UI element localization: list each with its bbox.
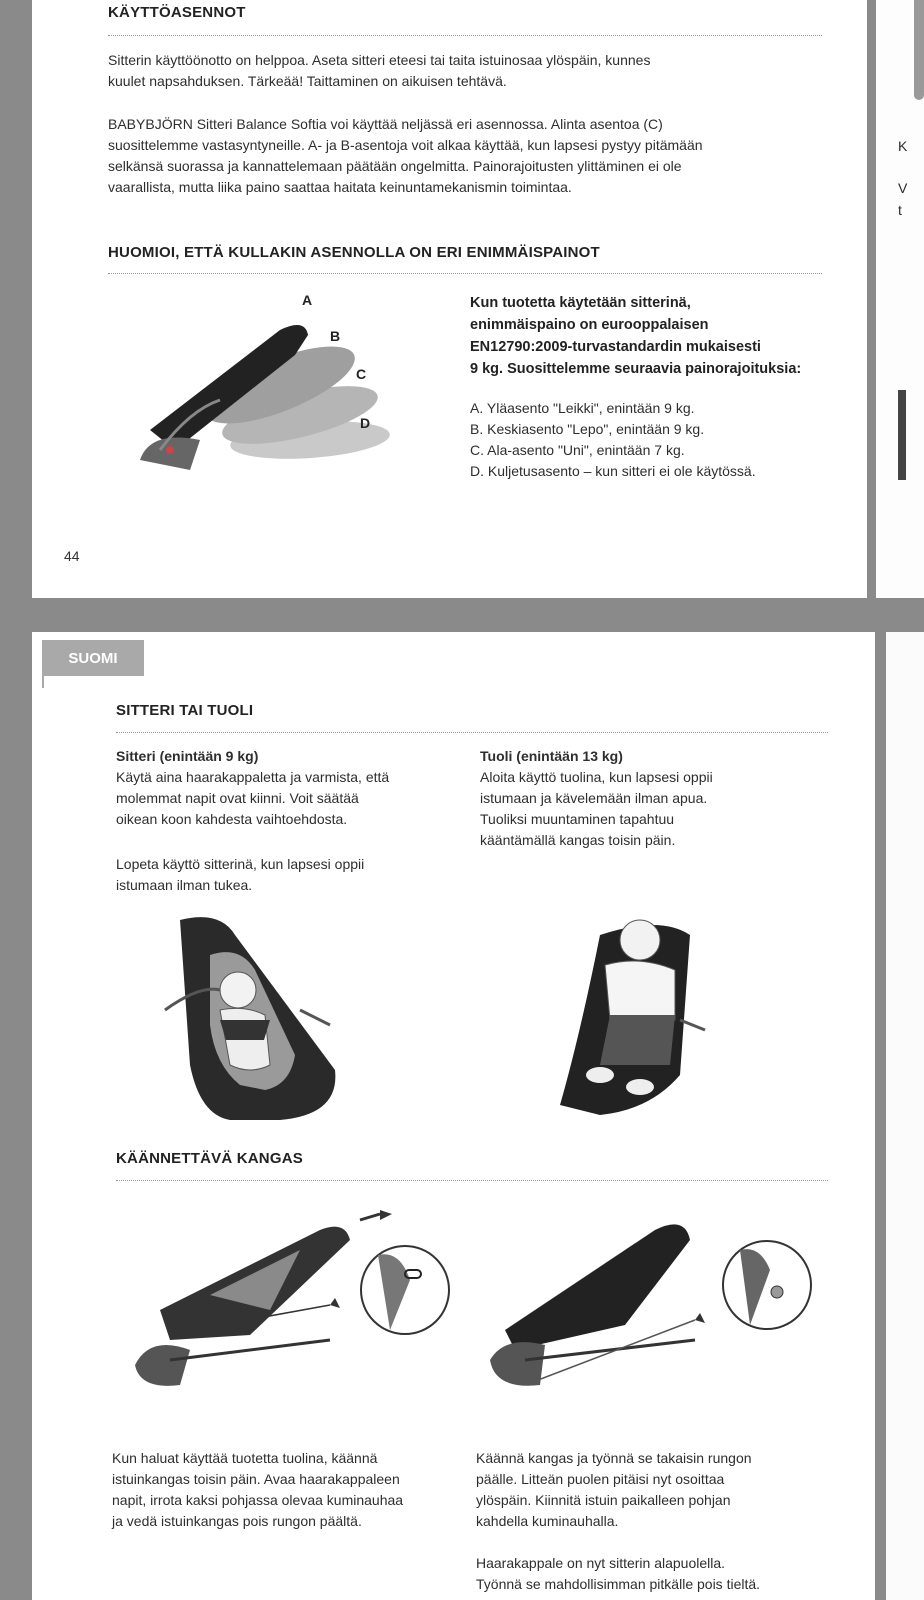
edge-figure [914, 0, 924, 100]
chair-column: Tuoli (enintään 13 kg) Aloita käyttö tuolina, kun lapsesi oppii istumaan ja kävelemään ilman apua. Tuoliksi muuntaminen tapahtuu kääntämällä kangas toisin päin. [480, 748, 713, 848]
page-number: 44 [64, 548, 80, 564]
bouncer-column: Sitteri (enintään 9 kg) Käytä aina haarakappaletta ja varmista, että molemmat napit ovat kiinni. Voit säätää oikean koon kahdesta vaihtoehdosta. [116, 748, 390, 827]
crotch-piece-note: Haarakappale on nyt sitterin alapuolella. Työnnä se mahdollisimman pitkälle pois tieltä. [476, 1555, 761, 1592]
divider [116, 1180, 828, 1181]
divider [108, 35, 822, 36]
intro-paragraph: Sitterin käyttöönotto on helppoa. Aseta sitteri eteesi tai taita istuinosaa ylöspäin, kunnes kuulet napsahduksen. Tärkeää! Taittaminen on aikuisen tehtävä. [108, 52, 651, 89]
edge-letter: V [898, 180, 908, 196]
language-tab: SUOMI [42, 640, 144, 676]
edge-letter: K [898, 138, 908, 154]
next-page-edge [876, 0, 924, 598]
position-label-c: C [356, 366, 367, 382]
section-heading: HUOMIOI, ETTÄ KULLAKIN ASENNOLLA ON ERI ENIMMÄISPAINOT [108, 244, 600, 261]
divider [116, 732, 828, 733]
baby-bouncer-illustration [160, 915, 360, 1125]
body-paragraph: BABYBJÖRN Sitteri Balance Softia voi käyttää neljässä eri asennossa. Alinta asentoa (C) suosittelemme vastasyntyneille. A- ja B-asentoja voit alkaa käyttää, kun lapsesi pystyy pitämään selkänsä suorassa ja kannattelemaan päätään ongelmitta. Painorajoitusten ylittäminen ei ole vaarallista, mutta liika paino saattaa haitata keinuntamekanismin toimintaa. [108, 116, 703, 195]
position-label-d: D [360, 415, 371, 431]
weight-limit-list [470, 398, 756, 482]
position-label-b: B [330, 328, 341, 344]
edge-letter: t [898, 202, 902, 218]
reattach-instructions: Käännä kangas ja työnnä se takaisin rungon päälle. Litteän puolen pitäisi nyt osoittaa ylöspäin. Kiinnitä istuin paikalleen pohjan kahdella kuminauhalla. [476, 1450, 752, 1529]
next-page-edge [886, 632, 924, 1600]
list-item: A. Yläasento "Leikki", enintään 9 kg. [470, 400, 695, 416]
edge-figure [898, 390, 906, 480]
bouncer-note: Lopeta käyttö sitterinä, kun lapsesi oppii istumaan ilman tukea. [116, 856, 365, 893]
bouncer-positions-illustration [130, 290, 450, 500]
divider [108, 273, 822, 274]
list-item: D. Kuljetusasento – kun sitteri ei ole käytössä. [470, 463, 756, 479]
position-label-a: A [302, 292, 313, 308]
removal-instructions: Kun haluat käyttää tuotetta tuolina, käännä istuinkangas toisin päin. Avaa haarakappaleen napit, irrota kaksi pohjassa olevaa kuminauhaa ja vedä istuinkangas pois rungon päältä. [112, 1450, 404, 1529]
section-heading: KÄYTTÖASENNOT [108, 4, 246, 21]
weight-limit-intro: Kun tuotetta käytetään sitterinä, enimmäispaino on eurooppalaisen EN12790:2009-turvastandardin mukaisesti 9 kg. Suosittelemme seuraavia painorajoituksia: [470, 295, 802, 377]
section-heading: KÄÄNNETTÄVÄ KANGAS [116, 1150, 303, 1167]
toddler-chair-illustration [560, 915, 710, 1125]
list-item: B. Keskiasento "Lepo", enintään 9 kg. [470, 421, 705, 437]
remove-fabric-illustration [130, 1210, 460, 1400]
reattach-fabric-illustration [485, 1210, 825, 1400]
tab-tick [42, 676, 44, 688]
list-item: C. Ala-asento "Uni", enintään 7 kg. [470, 442, 685, 458]
section-heading: SITTERI TAI TUOLI [116, 702, 254, 719]
